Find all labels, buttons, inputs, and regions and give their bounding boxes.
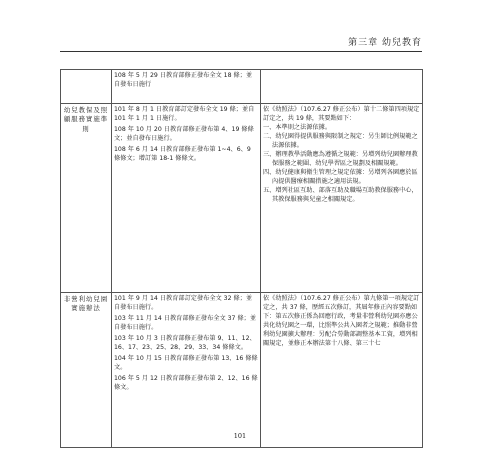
category-cell: 非營利幼兒園實施辦法: [61, 293, 112, 448]
chapter-title: 第三章 幼兒教育: [348, 38, 422, 48]
table-row: [61, 293, 423, 448]
amendment-item: 103 年 11 月 14 日教育部修正發布全文 37 條；並自發布日施行。: [114, 314, 257, 331]
notes-list-item: 五、增列社區互助、部落互助及職場互助教保服務中心，其教保服務與兒童之相關規定。: [263, 186, 418, 203]
regulations-table: [60, 69, 423, 448]
category-cell: [61, 70, 112, 104]
amendment-item: 108 年 6 月 14 日教育部修正發布第 1~4、6、9 條條文；增訂第 18-1 條條文。: [114, 145, 251, 162]
amendment-item: 101 年 9 月 14 日教育部訂定發布全文 32 條；並自發布日施行。: [114, 295, 253, 311]
notes-list-item: 一、本準則之法源依據。: [263, 123, 332, 131]
amendment-item: 108 年 10 月 20 日教育部修正發布第 4、19 條條文；並自發布日施行。: [114, 125, 254, 142]
notes-list-item: 二、幼兒園得提供服務與限制之規定：另生師比例規範之法源依據。: [263, 132, 418, 149]
notes-cell: [261, 70, 423, 104]
amendment-item: 101 年 8 月 1 日教育部訂定發布全文 19 條；並自 101 年 1 月 1 日施行。: [114, 106, 255, 122]
notes-list-item: 四、幼兒健康與衛生管理之規定依據：另增列各園應於區內提供醫療相關措施之適用法規。: [263, 168, 418, 185]
amendment-item: 108 年 5 月 29 日教育部修正發布全文 18 條；並自發布日施行: [114, 72, 253, 88]
notes-cell: [261, 293, 423, 448]
category-cell: 幼兒教保及照顧服務實施準則: [61, 104, 112, 293]
amendment-item: 106 年 5 月 12 日教育部修正發布第 2、12、16 條條文。: [114, 374, 258, 391]
notes-text: 依《幼照法》（107.6.27 修正公布）第九條第一項規定訂定之，共 37 條，歷經五次修訂，其屆年修正內容要點如下：第五次修正係為回應行政，考量非營利幼兒園亦應公共化幼兒園之一環，比照準公共入園者之規範；推動非營利幼兒園擴大辦理：另配合勞動部調整基本工資，增列相關規定，並修正本辦法第十八條、第三十七: [263, 295, 420, 347]
amendment-item: 103 年 10 月 3 日教育部修正發布第 9、11、12、16、17、23、25、28、29、33、34 條條文。: [114, 334, 256, 351]
amendments-cell: [112, 293, 261, 448]
amendments-cell: [112, 104, 261, 293]
notes-list-item: 三、辦理教學活動應為遵循之規範：另增列幼兒園辦理教保服務之範圍、幼兒學習區之規劃及相關規範。: [263, 150, 418, 167]
notes-cell: [261, 104, 423, 293]
page-number: 101: [233, 432, 247, 440]
notes-intro: 依《幼照法》（107.6.27 修正公布）第十二條第四項規定訂定之，共 19 條，其要點如下：: [263, 106, 420, 122]
amendments-cell: [112, 70, 261, 104]
amendment-item: 104 年 10 月 15 日教育部修正發布第 13、16 條條文。: [114, 354, 258, 371]
table-row: [61, 70, 423, 104]
table-row: [61, 104, 423, 293]
page-header: [60, 33, 422, 52]
